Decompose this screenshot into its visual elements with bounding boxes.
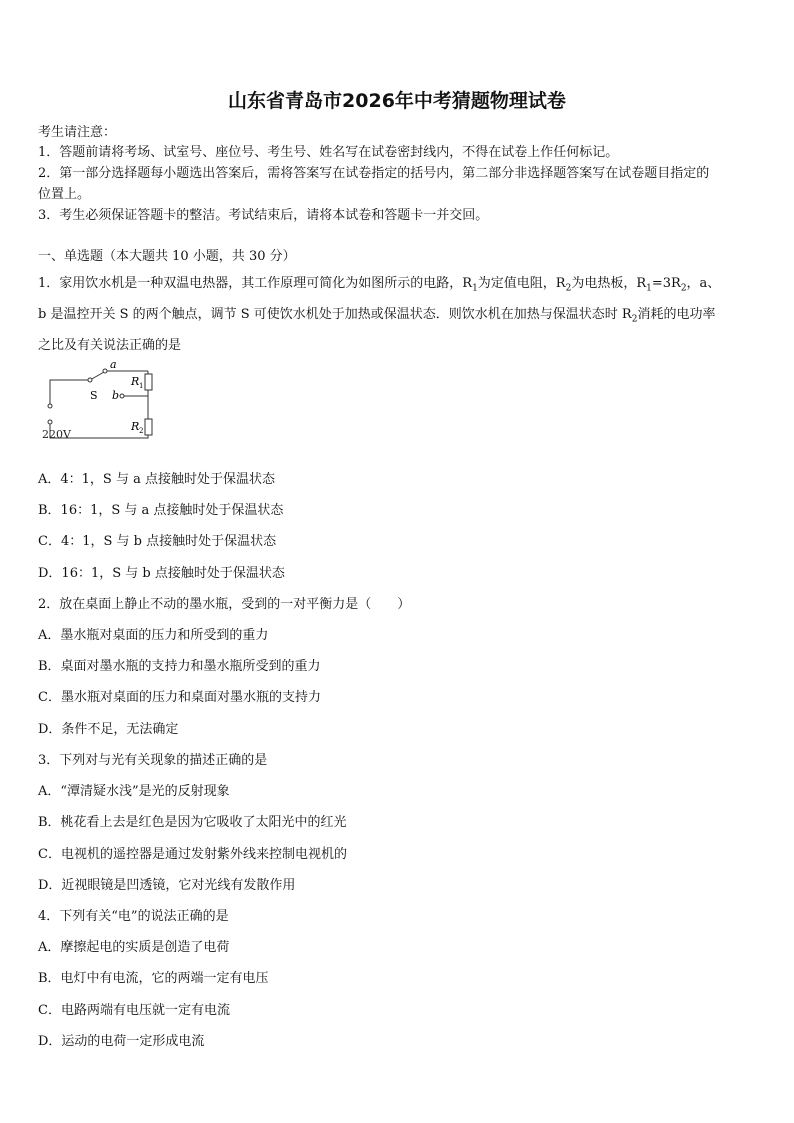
q1-option-d: D．16：1，S 与 b 点接触时处于保温状态 bbox=[38, 566, 285, 581]
q1-option-c: C．4：1，S 与 b 点接触时处于保温状态 bbox=[38, 534, 277, 549]
question-4-stem: 4．下列有关“电”的说法正确的是 bbox=[38, 909, 229, 924]
q4-option-a: A．摩擦起电的实质是创造了电荷 bbox=[38, 940, 230, 955]
page-title: 山东省青岛市2026年中考猜题物理试卷 bbox=[228, 90, 566, 112]
label-b: b bbox=[112, 389, 120, 402]
notice-item: 3．考生必须保证答题卡的整洁。考试结束后，请将本试卷和答题卡一并交回。 bbox=[38, 208, 489, 223]
question-1-line-3: 之比及有关说法正确的是 bbox=[38, 338, 182, 353]
q2-option-a: A．墨水瓶对桌面的压力和所受到的重力 bbox=[38, 628, 269, 643]
circuit-diagram bbox=[38, 358, 168, 440]
q3-option-a: A．“潭清疑水浅”是光的反射现象 bbox=[38, 784, 230, 799]
section-heading: 一、单选题（本大题共 10 小题，共 30 分） bbox=[38, 249, 296, 264]
q2-option-c: C．墨水瓶对桌面的压力和桌面对墨水瓶的支持力 bbox=[38, 690, 321, 705]
notice-heading: 考生请注意： bbox=[38, 125, 117, 140]
notice-item: 1．答题前请将考场、试室号、座位号、考生号、姓名写在试卷密封线内，不得在试卷上作任何标记。 bbox=[38, 145, 619, 160]
label-r1: R bbox=[131, 375, 140, 388]
question-3-stem: 3．下列对与光有关现象的描述正确的是 bbox=[38, 753, 268, 768]
q1-option-a: A．4：1，S 与 a 点接触时处于保温状态 bbox=[38, 472, 275, 487]
question-2-stem: 2．放在桌面上静止不动的墨水瓶，受到的一对平衡力是（ ） bbox=[38, 597, 411, 612]
q3-option-b: B．桃花看上去是红色是因为它吸收了太阳光中的红光 bbox=[38, 815, 347, 830]
q3-option-c: C．电视机的遥控器是通过发射紫外线来控制电视机的 bbox=[38, 847, 347, 862]
q1-option-b: B．16：1，S 与 a 点接触时处于保温状态 bbox=[38, 503, 284, 518]
label-r2-sub: 2 bbox=[139, 427, 144, 435]
notice-item: 2．第一部分选择题每小题选出答案后，需将答案写在试卷指定的括号内，第二部分非选择题答案写在试卷题目指定的 bbox=[38, 166, 710, 181]
q2-option-b: B．桌面对墨水瓶的支持力和墨水瓶所受到的重力 bbox=[38, 659, 321, 674]
q3-option-d: D．近视眼镜是凹透镜，它对光线有发散作用 bbox=[38, 878, 296, 893]
q2-option-d: D．条件不足，无法确定 bbox=[38, 722, 179, 737]
label-r1-sub: 1 bbox=[139, 382, 144, 390]
label-a: a bbox=[110, 358, 117, 371]
q4-option-c: C．电路两端有电压就一定有电流 bbox=[38, 1003, 230, 1018]
label-s: S bbox=[90, 389, 98, 402]
q4-option-b: B．电灯中有电流，它的两端一定有电压 bbox=[38, 971, 269, 986]
question-1-line-1: 1．家用饮水机是一种双温电热器，其工作原理可简化为如图所示的电路，$R_1$为定值电阻，$R_2$为电热板，$R_1=3R_2$，a、 bbox=[38, 276, 721, 294]
label-r2: R bbox=[131, 420, 140, 433]
label-voltage: 220V bbox=[42, 428, 71, 440]
notice-item: 位置上。 bbox=[38, 187, 91, 202]
question-1-line-2: b 是温控开关 S 的两个触点，调节 S 可使饮水机处于加热或保温状态．则饮水机在加热与保温状态时 $R_2$消耗的电功率 bbox=[38, 307, 716, 325]
q4-option-d: D．运动的电荷一定形成电流 bbox=[38, 1034, 205, 1049]
